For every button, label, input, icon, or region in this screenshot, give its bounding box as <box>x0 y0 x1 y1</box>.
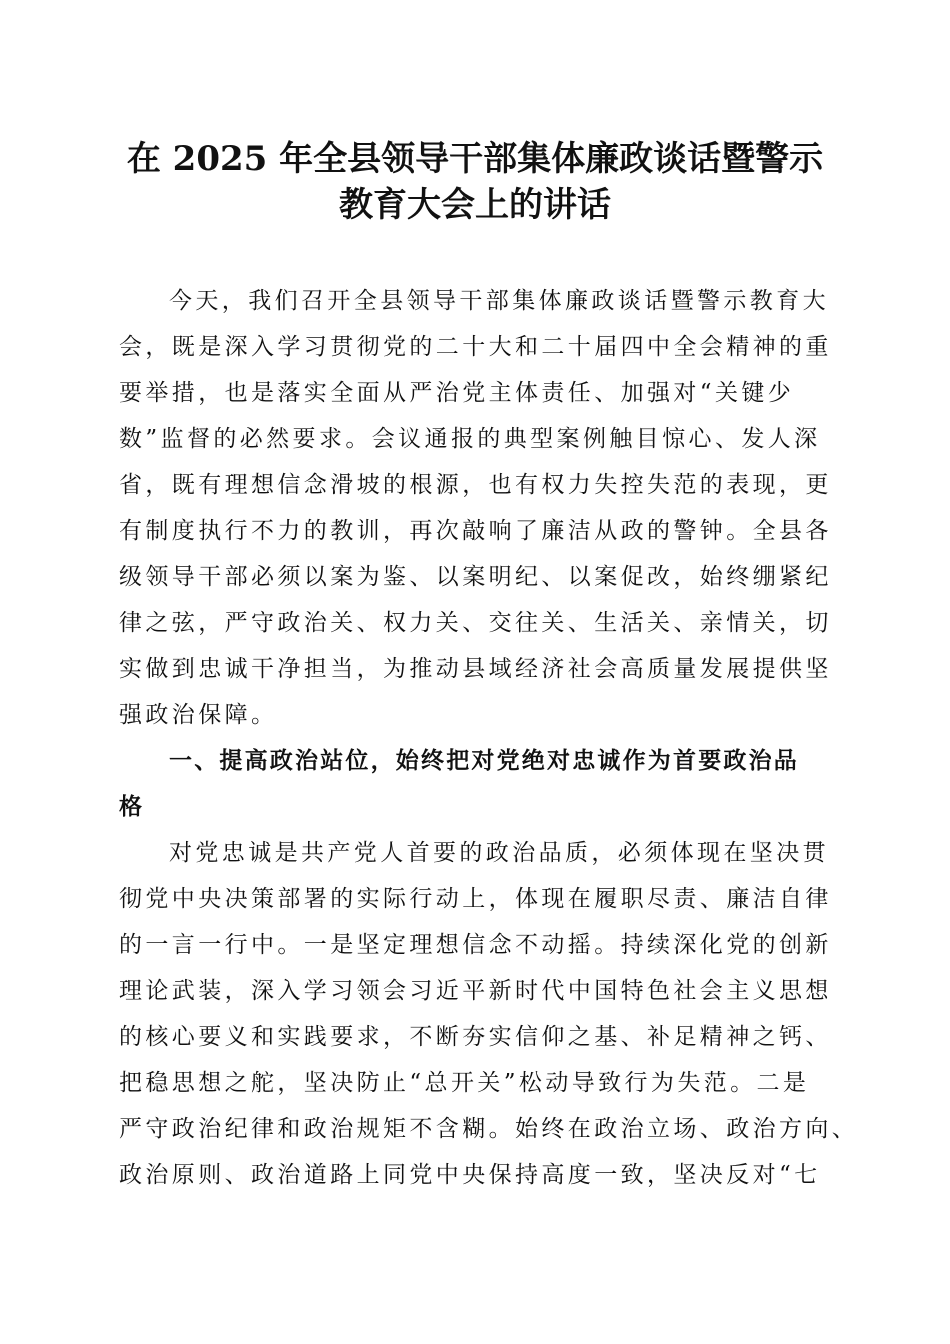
text-line: 政治原则、政治道路上同党中央保持高度一致，坚决反对“七 <box>119 1162 821 1188</box>
text-line: 省，既有理想信念滑坡的根源，也有权力失控失范的表现，更 <box>119 472 832 498</box>
title-line: 教育大会上的讲话 <box>339 185 611 225</box>
text-line: 级领导干部必须以案为鉴、以案明纪、以案促改，始终绷紧纪 <box>119 564 832 590</box>
title-line: 在 2025 年全县领导干部集体廉政谈话暨警示 <box>126 139 824 179</box>
text-line: 彻党中央决策部署的实际行动上，体现在履职尽责、廉洁自律 <box>119 886 832 912</box>
text-line: 理论武装，深入学习领会习近平新时代中国特色社会主义思想 <box>119 978 832 1004</box>
document-body <box>119 278 859 1198</box>
text-line: 对党忠诚是共产党人首要的政治品质，必须体现在坚决贯 <box>169 840 829 866</box>
text-line: 律之弦，严守政治关、权力关、交往关、生活关、亲情关，切 <box>119 610 832 636</box>
intro-paragraph <box>119 278 839 738</box>
heading-line: 格 <box>119 794 145 820</box>
text-line: 严守政治纪律和政治规矩不含糊。始终在政治立场、政治方向、 <box>119 1116 859 1142</box>
section-1-paragraph <box>119 830 859 1198</box>
text-line: 强政治保障。 <box>119 702 278 728</box>
text-line: 有制度执行不力的教训，再次敲响了廉洁从政的警钟。全县各 <box>119 518 832 544</box>
text-line: 的一言一行中。一是坚定理想信念不动摇。持续深化党的创新 <box>119 932 832 958</box>
text-line: 数”监督的必然要求。会议通报的典型案例触目惊心、发人深 <box>119 426 821 452</box>
text-line: 会，既是深入学习贯彻党的二十大和二十届四中全会精神的重 <box>119 334 832 360</box>
text-line: 把稳思想之舵，坚决防止“总开关”松动导致行为失范。二是 <box>119 1070 810 1096</box>
text-line: 今天，我们召开全县领导干部集体廉政谈话暨警示教育大 <box>169 288 829 314</box>
section-1-heading <box>119 738 839 830</box>
heading-line: 一、提高政治站位，始终把对党绝对忠诚作为首要政治品 <box>169 748 799 774</box>
text-line: 实做到忠诚干净担当，为推动县域经济社会高质量发展提供坚 <box>119 656 832 682</box>
document-title <box>100 136 850 228</box>
text-line: 要举措，也是落实全面从严治党主体责任、加强对“关键少 <box>119 380 795 406</box>
text-line: 的核心要义和实践要求，不断夯实信仰之基、补足精神之钙、 <box>119 1024 832 1050</box>
